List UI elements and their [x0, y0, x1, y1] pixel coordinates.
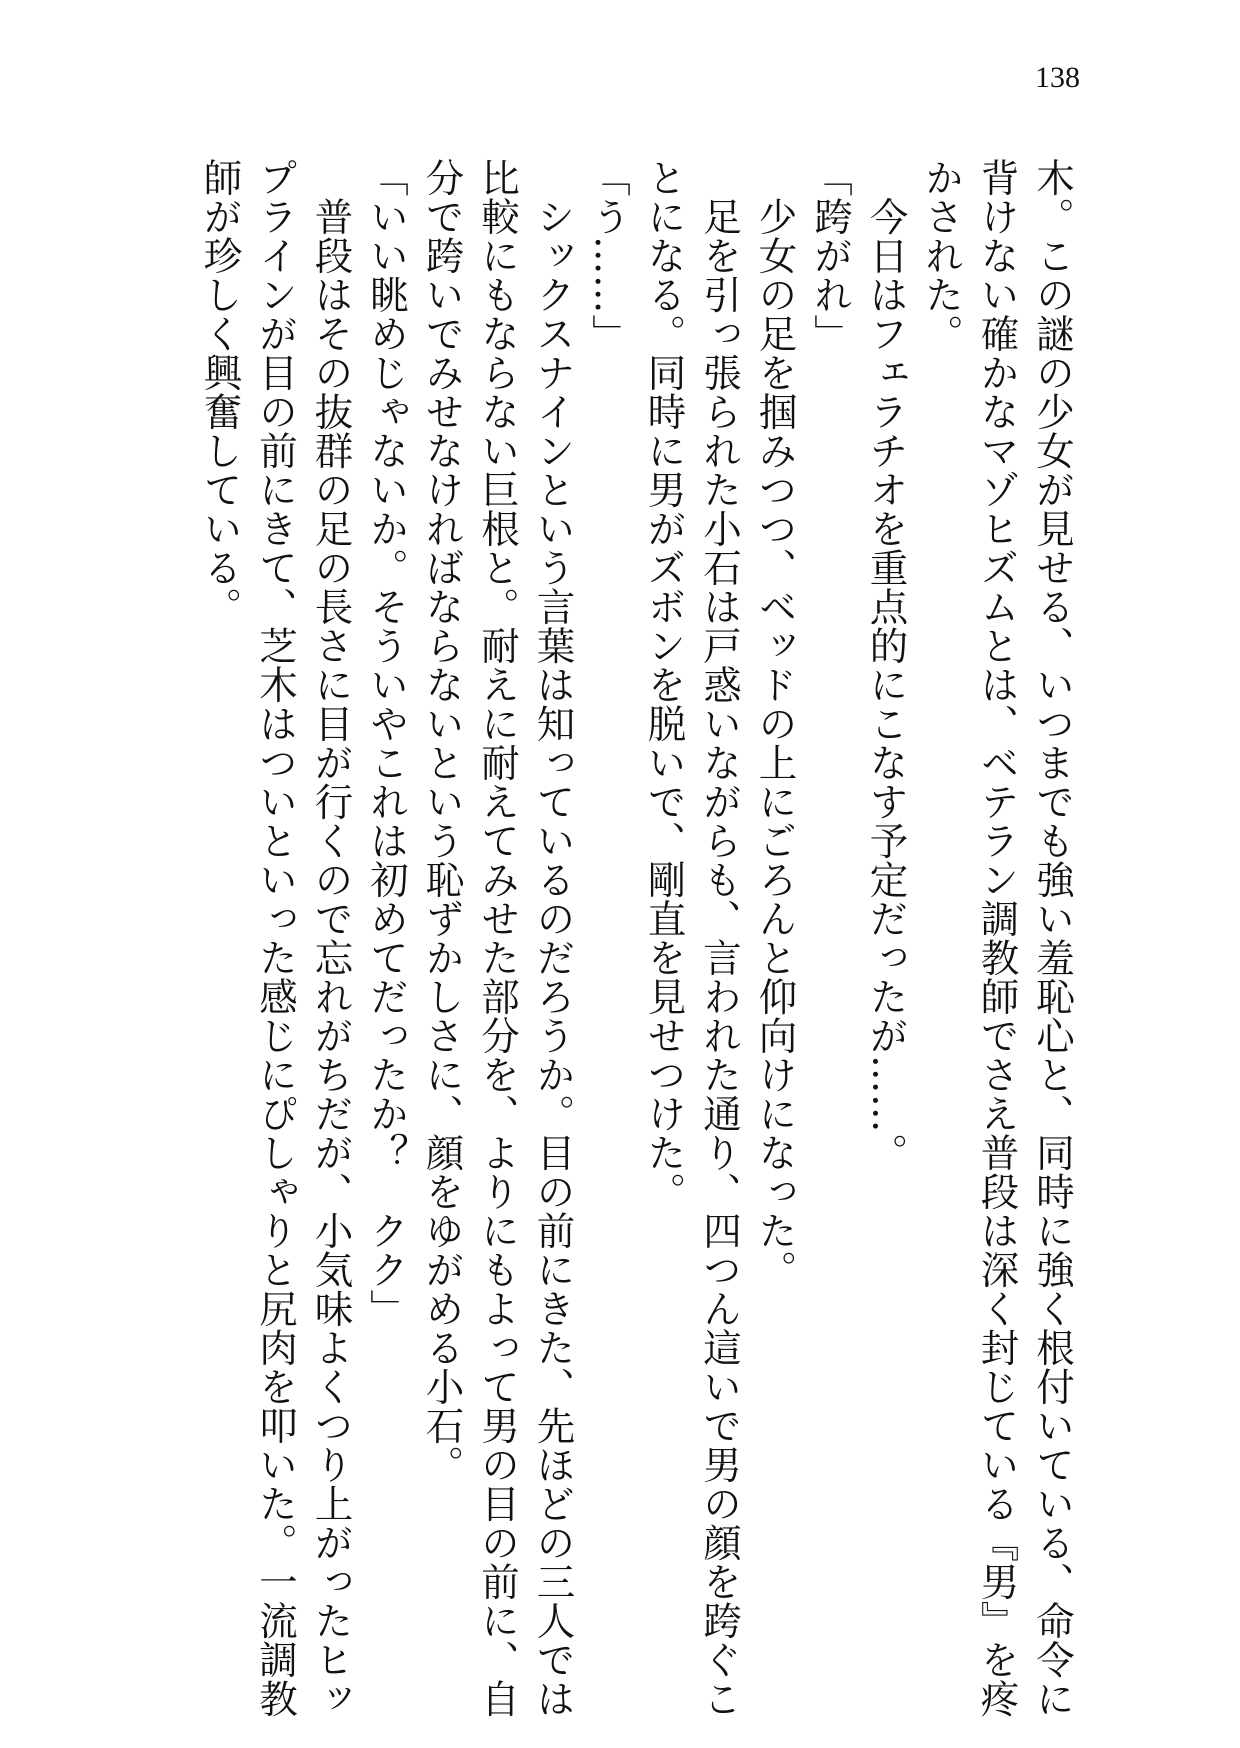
text-line: 「跨がれ」	[808, 158, 853, 353]
text-line: とになる。同時に男がズボンを脱いで、剛直を見せつけた。	[641, 158, 687, 1211]
text-line: 木。この謎の少女が見せる、いつまでも強い羞恥心と、同時に強く根付いている、命令に	[1030, 158, 1075, 1718]
text-line: 師が珍しく興奮している。	[197, 158, 243, 626]
text-line: 「う……」	[586, 158, 631, 353]
text-line: 背けない確かなマゾヒズムとは、ベテラン調教師でさえ普段は深く封じている『男』を疼	[974, 158, 1020, 1718]
text-line: シックスナインという言葉は知っているのだろうか。目の前にきた、先ほどの三人では	[530, 158, 576, 1718]
text-line: 少女の足を掴みつつ、ベッドの上にごろんと仰向けになった。	[752, 158, 798, 1289]
text-line: 「いい眺めじゃないか。そういやこれは初めてだったか？ クク」	[364, 158, 409, 1328]
text-line: 比較にもならない巨根と。耐えに耐えてみせた部分を、よりにもよって男の目の前に、自	[475, 158, 520, 1718]
text-line: 足を引っ張られた小石は戸惑いながらも、言われた通り、四つん這いで男の顔を跨ぐこ	[697, 158, 742, 1718]
body-text	[197, 158, 1080, 1718]
page-number: 138	[1035, 61, 1080, 94]
text-line: 分で跨いでみせなければならないという恥ずかしさに、顔をゆがめる小石。	[419, 158, 465, 1484]
text-line: 今日はフェラチオを重点的にこなす予定だったが……。	[863, 158, 909, 1172]
text-line: かされた。	[919, 158, 964, 353]
text-line: プラインが目の前にきて、芝木はついといった感じにぴしゃりと尻肉を叩いた。一流調教	[253, 158, 298, 1718]
text-line: 普段はその抜群の足の長さに目が行くので忘れがちだが、小気味よくつり上がったヒッ	[308, 158, 354, 1718]
